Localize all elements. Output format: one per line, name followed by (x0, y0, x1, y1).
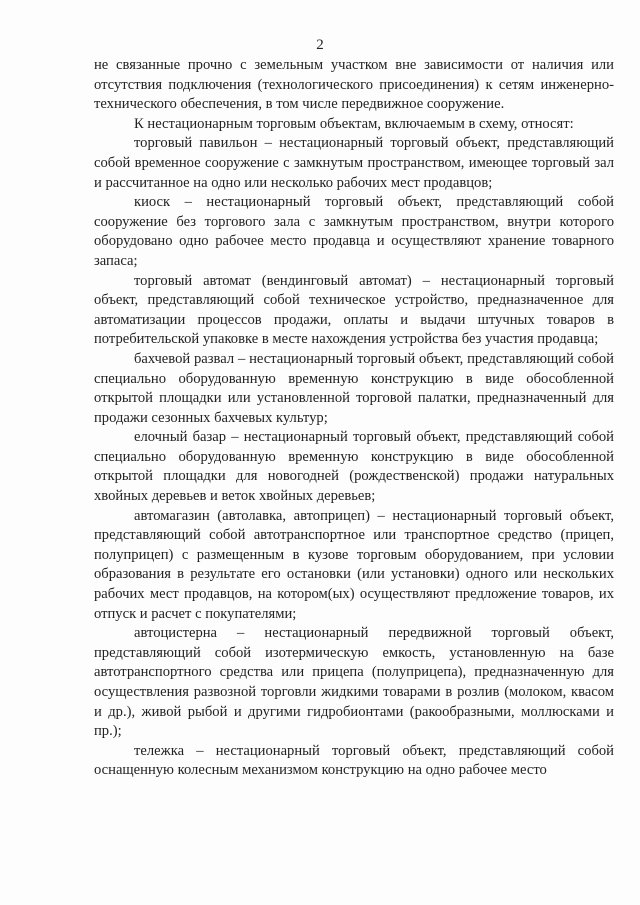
document-body (94, 56, 614, 781)
paragraph-auto-shop: автомагазин (автолавка, автоприцеп) – нестационарный торговый объект, представляющий собой автотранспортное или транспортное средство (прицеп, полуприцеп) с размещенным в кузове торговым оборудованием, при условии образования в результате его остановки (или установки) одного или нескольких рабочих мест продавцов, на котором(ых) осуществляют предложение товаров, их отпуск и расчет с покупателями; (94, 507, 614, 622)
paragraph-kiosk: киоск – нестационарный торговый объект, представляющий собой сооружение без торгового зала с замкнутым пространством, внутри которого оборудовано одно рабочее место продавца и осуществляют хранение товарного запаса; (94, 194, 614, 269)
paragraph-tank-truck: автоцистерна – нестационарный передвижной торговый объект, представляющий собой изотермическую емкость, установленную на базе автотранспортного средства или прицепа (полуприцепа), предназначенную для осуществления развозной торговли жидкими товарами в розлив (молоком, квасом и др.), живой рыбой и другими гидробионтами (ракообразными, моллюсками и пр.); (94, 625, 614, 740)
paragraph-continuation: не связанные прочно с земельным участком вне зависимости от наличия или отсутствия подключения (технологического присоединения) к сетям инженерно-технического обеспечения, в том числе передвижное сооружение. (94, 57, 614, 113)
paragraph-vending-machine: торговый автомат (вендинговый автомат) – нестационарный торговый объект, представляющий собой техническое устройство, предназначенное для автоматизации процессов продажи, оплаты и выдачи штучных товаров в потребительской упаковке в месте нахождения устройства без участия продавца; (94, 272, 614, 348)
paragraph-pavilion: торговый павильон – нестационарный торговый объект, представляющий собой временное сооружение с замкнутым пространством, имеющее торговый зал и рассчитанное на одно или несколько рабочих мест продавцов; (94, 135, 614, 191)
paragraph-christmas-tree-market: елочный базар – нестационарный торговый объект, представляющий собой специально оборудованную временную конструкцию в виде обособленной открытой площадки для новогодней (рождественской) продажи натуральных хвойных деревьев и веток хвойных деревьев; (94, 429, 614, 505)
page-number: 2 (316, 37, 324, 53)
paragraph-intro: К нестационарным торговым объектам, включаемым в схему, относят: (134, 115, 574, 132)
paragraph-melon-stall: бахчевой развал – нестационарный торговый объект, представляющий собой специально оборудованную временную конструкцию в виде обособленной открытой площадки или установленной торговой палатки, предназначенный для продажи сезонных бахчевых культур; (94, 350, 614, 426)
paragraph-cart: тележка – нестационарный торговый объект, представляющий собой оснащенную колесным механизмом конструкцию на одно рабочее место (94, 742, 614, 779)
